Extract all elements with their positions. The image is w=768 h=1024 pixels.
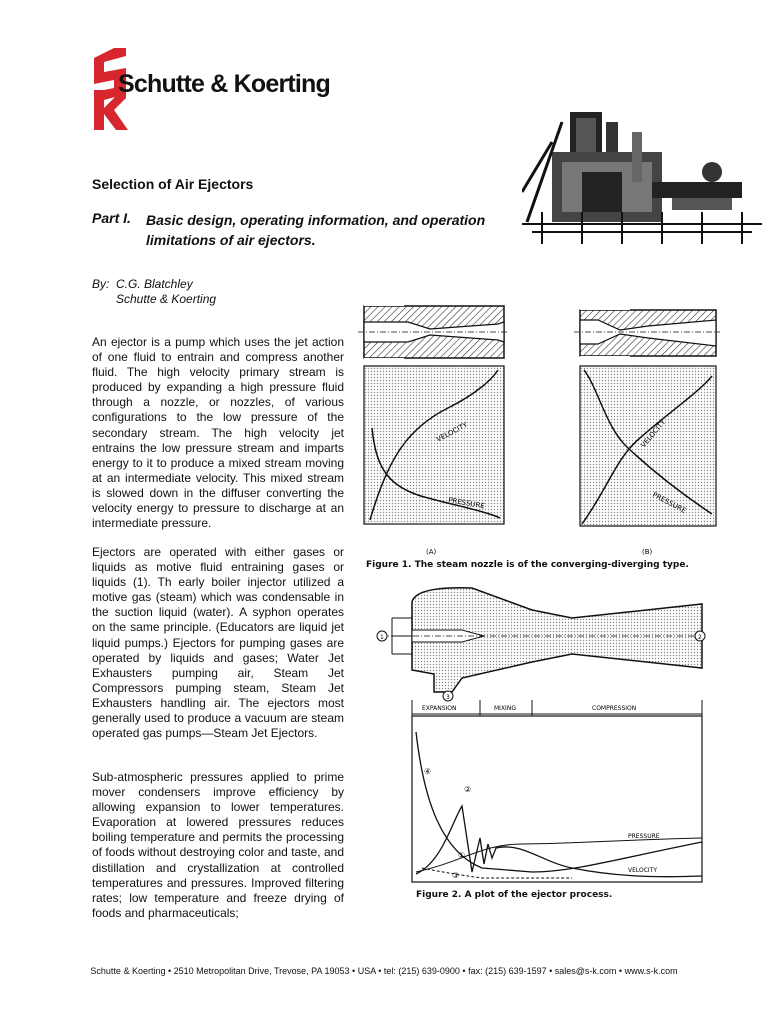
figure-2-caption: Figure 2. A plot of the ejector process. — [416, 890, 613, 900]
byline-label: By: — [92, 277, 110, 291]
mixing-label: MIXING — [494, 705, 516, 712]
byline-author — [116, 277, 216, 307]
author-affiliation: Schutte & Koerting — [116, 292, 217, 306]
curve-3-label: ③ — [452, 871, 460, 880]
company-name: Schutte & Koerting — [118, 70, 330, 98]
author-name: C.G. Blatchley — [116, 277, 193, 291]
velocity-label: VELOCITY — [628, 867, 658, 874]
nozzle-a-drawing — [358, 298, 508, 366]
velocity-curve — [416, 806, 702, 877]
velocity-label-a: VELOCITY — [435, 420, 469, 444]
part-label: Part I. — [92, 210, 131, 226]
pressure-label-b: PRESSURE — [651, 490, 688, 516]
ejector-installation-photo — [522, 112, 762, 244]
figure-2-ejector-process — [372, 582, 712, 904]
pressure-label: PRESSURE — [628, 833, 660, 840]
compression-label: COMPRESSION — [592, 705, 637, 712]
figure-1-caption: Figure 1. The steam nozzle is of the converging-diverging type. — [366, 560, 689, 570]
figure-1-label-a: (A) — [426, 548, 437, 556]
body-paragraph-2: Ejectors are operated with either gases or liquids as motive fluid entraining gases or liquids (1). Th early boiler injector utilized a motive gas (steam) which was condensable in the suction liquid (water). A syphon operates on the same principle. (Educators are liquid jet liquid pumps.) Ejectors for pumping gases are operated by liquids and gases; Water Jet Exhausters pumping air, Steam Jet Compressors pumping steam, Steam Jet Exhausters handling air. The ejectors most generally used to produce a vacuum are steam operated gas pumps—Steam Jet Ejectors. — [92, 545, 344, 741]
curve-4-label: ④ — [424, 767, 432, 776]
figure-1-label-b: (B) — [642, 548, 653, 556]
suction-3-label: 3 — [446, 694, 450, 701]
pressure-label-a: PRESSURE — [447, 496, 486, 511]
curve-1-label: ① — [458, 851, 466, 860]
page-footer: Schutte & Koerting • 2510 Metropolitan Drive, Trevose, PA 19053 • USA • tel: (215) 639-0900 • fax: (215) 639-1597 • sales@s-k.com • www.s-k.com — [90, 966, 678, 976]
body-paragraph-1: An ejector is a pump which uses the jet action of one fluid to entrain and compress another fluid. The high velocity primary stream is produced by expanding a high pressure fluid through a nozzle, or nozzles, of various configurations to the low pressure of the secondary stream. The high velocity jet entrains the low pressure stream and imparts energy to it to produce a mixed stream moving at an intermediate velocity. This mixed stream is slowed down in the diffuser converting the velocity energy to pressure to discharge at an intermediate pressure. — [92, 335, 344, 531]
curve-2-label: ② — [464, 785, 472, 794]
expansion-label: EXPANSION — [422, 705, 457, 712]
process-plot-frame — [412, 716, 702, 882]
outlet-2-label: 2 — [698, 634, 702, 641]
figure-1-nozzle-diagram — [358, 298, 720, 576]
nozzle-b-drawing — [574, 298, 720, 364]
page-title: Selection of Air Ejectors — [92, 176, 254, 192]
velocity-label-b: VELOCITY — [639, 418, 668, 450]
part-subtitle: Basic design, operating information, and operation limitations of air ejectors. — [146, 212, 486, 248]
body-paragraph-3: Sub-atmospheric pressures applied to prime mover condensers improve efficiency by allowing expansion to lower temperatures. Evaporation at lowered pressures reduces boiling temperature and permits the processing of foods without destroying color and taste, and distillation and crystallization at controlled temperatures and pressures. Improved filtering rates; low temperature and freeze drying of foods and pharmaceuticals; — [92, 770, 344, 920]
inlet-1-label: 1 — [380, 634, 384, 641]
